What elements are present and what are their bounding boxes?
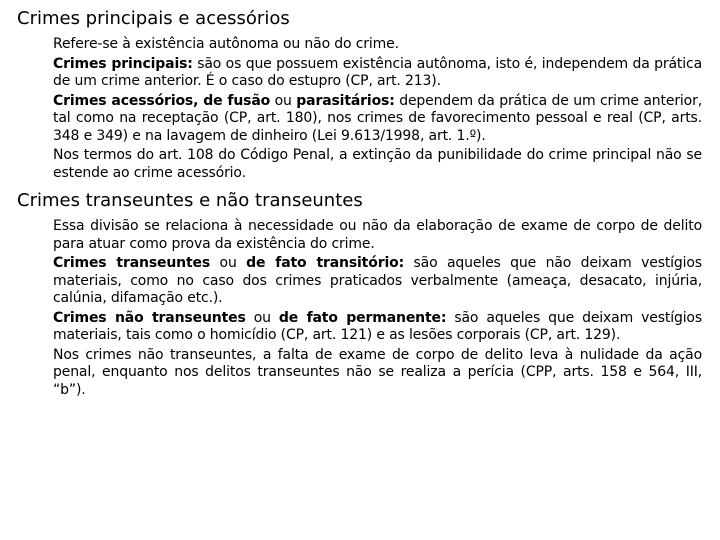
- paragraph: [53, 310, 702, 345]
- term-bold: de fato transitório:: [246, 255, 405, 271]
- section-title-principais: Crimes principais e acessórios: [17, 8, 290, 29]
- term-bold: Crimes transeuntes: [53, 255, 211, 271]
- paragraph-text: Nos termos do art. 108 do Código Penal, a extinção da punibilidade do crime principal não se estende ao crime acessório.: [53, 147, 702, 181]
- term-bold: Crimes acessórios, de fusão: [53, 92, 271, 109]
- paragraph: [53, 347, 702, 400]
- paragraph: [53, 56, 702, 91]
- paragraph: [53, 255, 702, 308]
- paragraph-text: são aqueles que não deixam vestígios materiais, como no caso dos crimes praticados verbalmente (ameaça, desacato, injúria, calúnia, difamação etc.).: [53, 255, 702, 306]
- term-bold: parasitários:: [296, 92, 395, 109]
- paragraph-text: dependem da prática de um crime anterior, tal como na receptação (CP, art. 180), nos crimes de favorecimento pessoal e real (CP, arts. 348 e 349) e na lavagem de dinheiro (Lei 9.613/1998, art. 1.º).: [53, 92, 702, 144]
- term-bold: Crimes principais:: [53, 55, 193, 72]
- section-title-transeuntes: Crimes transeuntes e não transeuntes: [17, 190, 363, 211]
- connector-text: ou: [245, 309, 279, 326]
- connector-text: ou: [210, 255, 247, 271]
- connector-text: ou: [270, 92, 297, 109]
- paragraph-text: Nos crimes não transeuntes, a falta de exame de corpo de delito leva à nulidade da ação penal, enquanto nos delitos transeuntes não se realiza a perícia (CPP, arts. 158 e 564, III, “b”).: [53, 346, 702, 398]
- paragraph: [53, 147, 702, 182]
- term-bold: Crimes não transeuntes: [53, 309, 246, 326]
- paragraph: [53, 218, 702, 253]
- paragraph-text: são os que possuem existência autônoma, isto é, independem da prática de um crime anterior. É o caso do estupro (CP, art. 213).: [53, 55, 702, 89]
- paragraph: [53, 93, 702, 146]
- paragraph-text: são aqueles que deixam vestígios materiais, tais como o homicídio (CP, art. 121) e as lesões corporais (CP, art. 129).: [53, 309, 702, 343]
- paragraph: [53, 36, 702, 54]
- paragraph-text: Essa divisão se relaciona à necessidade ou não da elaboração de exame de corpo de delito para atuar como prova da existência do crime.: [53, 218, 702, 252]
- term-bold: de fato permanente:: [278, 309, 447, 326]
- paragraph-text: Refere-se à existência autônoma ou não do crime.: [53, 36, 399, 52]
